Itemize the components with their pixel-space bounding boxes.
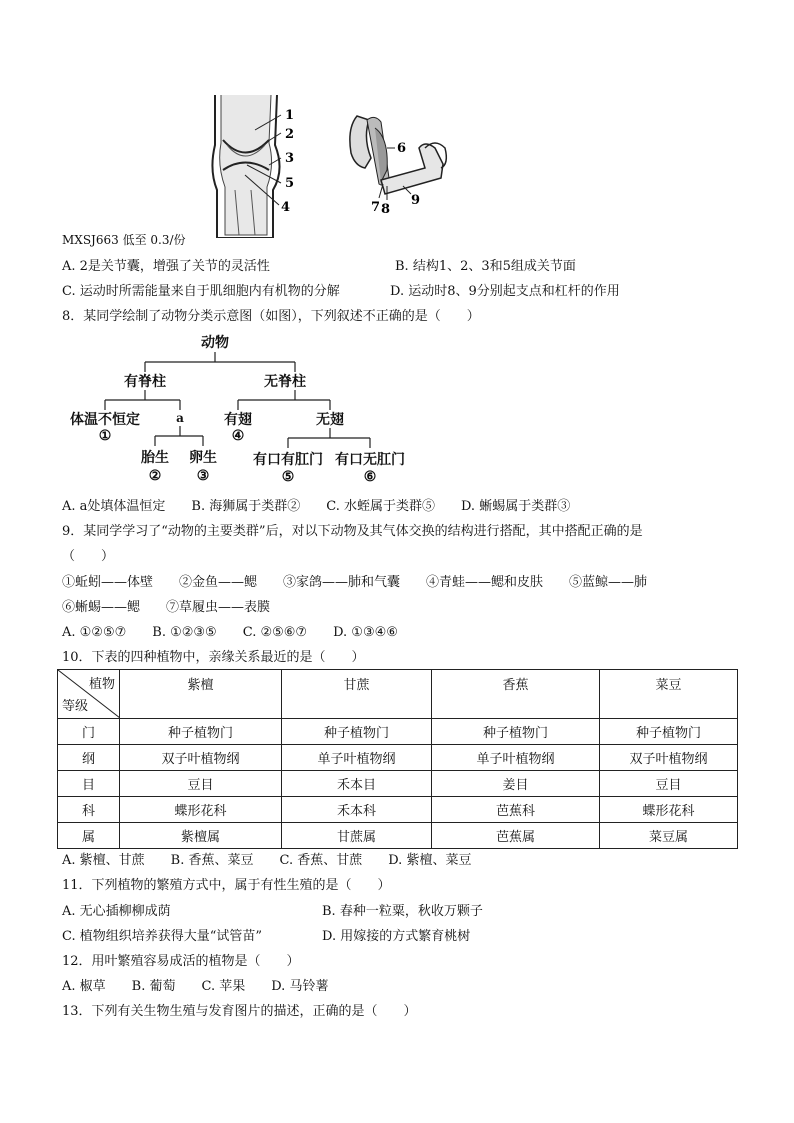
table-row [58, 745, 738, 771]
q9-stem-line1: 9．某同学学习了“动物的主要类群”后，对以下动物及其气体交换的结构进行搭配，其中搭配正确的是 [62, 524, 643, 539]
tree-with-anus: 有口有肛门 [253, 452, 323, 468]
q11-option-d: D. 用嫁接的方式繁育桃树 [322, 929, 471, 944]
tree-viviparous-mark: ② [148, 468, 162, 484]
arm-label-9: 9 [411, 193, 421, 208]
classification-table [57, 669, 738, 849]
table-row [58, 797, 738, 823]
table-cell: 豆目 [120, 771, 282, 797]
arm-muscle-figure [345, 108, 455, 216]
table-header-row [58, 670, 738, 719]
table-cell: 双子叶植物纲 [600, 745, 738, 771]
q11-option-b: B. 春种一粒粟，秋收万颗子 [322, 904, 483, 919]
level-cell: 科 [58, 797, 120, 823]
q12-stem: 12．用叶繁殖容易成活的植物是（ ） [62, 954, 300, 969]
table-cell: 菜豆属 [600, 823, 738, 849]
tree-node-1-mark: ① [98, 428, 112, 444]
plant-header: 香蕉 [432, 670, 600, 719]
table-cell: 蝶形花科 [600, 797, 738, 823]
tree-vertebrate: 有脊柱 [124, 374, 166, 390]
corner-label-plant: 植物 [88, 677, 115, 692]
table-cell: 种子植物门 [120, 719, 282, 745]
table-cell: 种子植物门 [282, 719, 432, 745]
figure-caption: MXSJ663 低至 0.3/份 [62, 233, 186, 247]
tree-root: 动物 [201, 335, 229, 351]
corner-label-level: 等级 [62, 699, 89, 714]
tree-without-anus-mark: ⑥ [363, 469, 377, 485]
level-cell: 纲 [58, 745, 120, 771]
table-row [58, 719, 738, 745]
tree-viviparous: 胎生 [141, 450, 169, 466]
knee-label-4: 4 [281, 200, 291, 215]
q11-option-a: A. 无心插柳柳成荫 [62, 904, 171, 919]
table-cell: 豆目 [600, 771, 738, 797]
table-cell: 单子叶植物纲 [282, 745, 432, 771]
table-cell: 双子叶植物纲 [120, 745, 282, 771]
table-cell: 紫檀属 [120, 823, 282, 849]
q9-items-line2: ⑥蜥蜴——鳃 ⑦草履虫——表膜 [62, 600, 271, 615]
tree-with-anus-mark: ⑤ [281, 469, 295, 485]
q11-option-c: C. 植物组织培养获得大量“试管苗” [62, 929, 263, 944]
q7-option-b: B. 结构1、2、3和5组成关节面 [395, 259, 576, 274]
tree-oviparous-mark: ③ [196, 468, 210, 484]
tree-node-a: a [176, 411, 184, 425]
q9-options: A. ①②⑤⑦ B. ①②③⑤ C. ②⑤⑥⑦ D. ①③④⑥ [62, 625, 398, 640]
tree-winged-mark: ④ [231, 428, 245, 444]
plant-header: 紫檀 [120, 670, 282, 719]
q9-stem-line2: （ ） [62, 549, 115, 564]
tree-invertebrate: 无脊柱 [264, 374, 306, 390]
knee-label-5: 5 [285, 176, 295, 191]
knee-label-2: 2 [285, 127, 295, 142]
knee-label-3: 3 [285, 151, 295, 166]
level-cell: 门 [58, 719, 120, 745]
q12-options: A. 椒草 B. 葡萄 C. 苹果 D. 马铃薯 [62, 979, 329, 994]
animal-classification-tree [60, 330, 420, 490]
arm-label-6: 6 [397, 141, 407, 156]
table-cell: 单子叶植物纲 [432, 745, 600, 771]
q7-option-a: A. 2是关节囊，增强了关节的灵活性 [62, 259, 270, 274]
table-cell: 甘蔗属 [282, 823, 432, 849]
arm-label-7: 7 [371, 200, 381, 215]
tree-wingless: 无翅 [316, 412, 344, 428]
table-cell: 种子植物门 [600, 719, 738, 745]
table-cell: 蝶形花科 [120, 797, 282, 823]
table-cell: 姜目 [432, 771, 600, 797]
plant-header: 甘蔗 [282, 670, 432, 719]
q11-stem: 11．下列植物的繁殖方式中，属于有性生殖的是（ ） [62, 878, 391, 893]
table-cell: 芭蕉科 [432, 797, 600, 823]
q13-stem: 13．下列有关生物生殖与发育图片的描述，正确的是（ ） [62, 1004, 417, 1019]
table-corner-cell [58, 670, 120, 719]
q10-options: A. 紫檀、甘蔗 B. 香蕉、菜豆 C. 香蕉、甘蔗 D. 紫檀、菜豆 [62, 853, 472, 868]
table-cell: 禾本科 [282, 797, 432, 823]
level-cell: 目 [58, 771, 120, 797]
knee-joint-figure [205, 95, 305, 238]
q8-options: A. a处填体温恒定 B. 海狮属于类群② C. 水蛭属于类群⑤ D. 蜥蜴属于类群③ [62, 499, 571, 514]
tree-without-anus: 有口无肛门 [335, 452, 405, 468]
table-row [58, 823, 738, 849]
q7-option-c: C. 运动时所需能量来自于肌细胞内有机物的分解 [62, 284, 340, 299]
plant-header: 菜豆 [600, 670, 738, 719]
q10-stem: 10．下表的四种植物中，亲缘关系最近的是（ ） [62, 650, 365, 665]
q8-stem: 8．某同学绘制了动物分类示意图（如图），下列叙述不正确的是（ ） [62, 309, 480, 324]
tree-node-1: 体温不恒定 [70, 412, 140, 428]
arm-label-8: 8 [381, 202, 391, 216]
table-cell: 禾本目 [282, 771, 432, 797]
table-cell: 芭蕉属 [432, 823, 600, 849]
level-cell: 属 [58, 823, 120, 849]
knee-label-1: 1 [285, 108, 295, 123]
q7-option-d: D. 运动时8、9分别起支点和杠杆的作用 [390, 284, 620, 299]
table-cell: 种子植物门 [432, 719, 600, 745]
table-row [58, 771, 738, 797]
tree-oviparous: 卵生 [189, 450, 217, 466]
tree-winged: 有翅 [224, 412, 252, 428]
q9-items-line1: ①蚯蚓——体壁 ②金鱼——鳃 ③家鸽——肺和气囊 ④青蛙——鳃和皮肤 ⑤蓝鲸——肺 [62, 575, 648, 590]
